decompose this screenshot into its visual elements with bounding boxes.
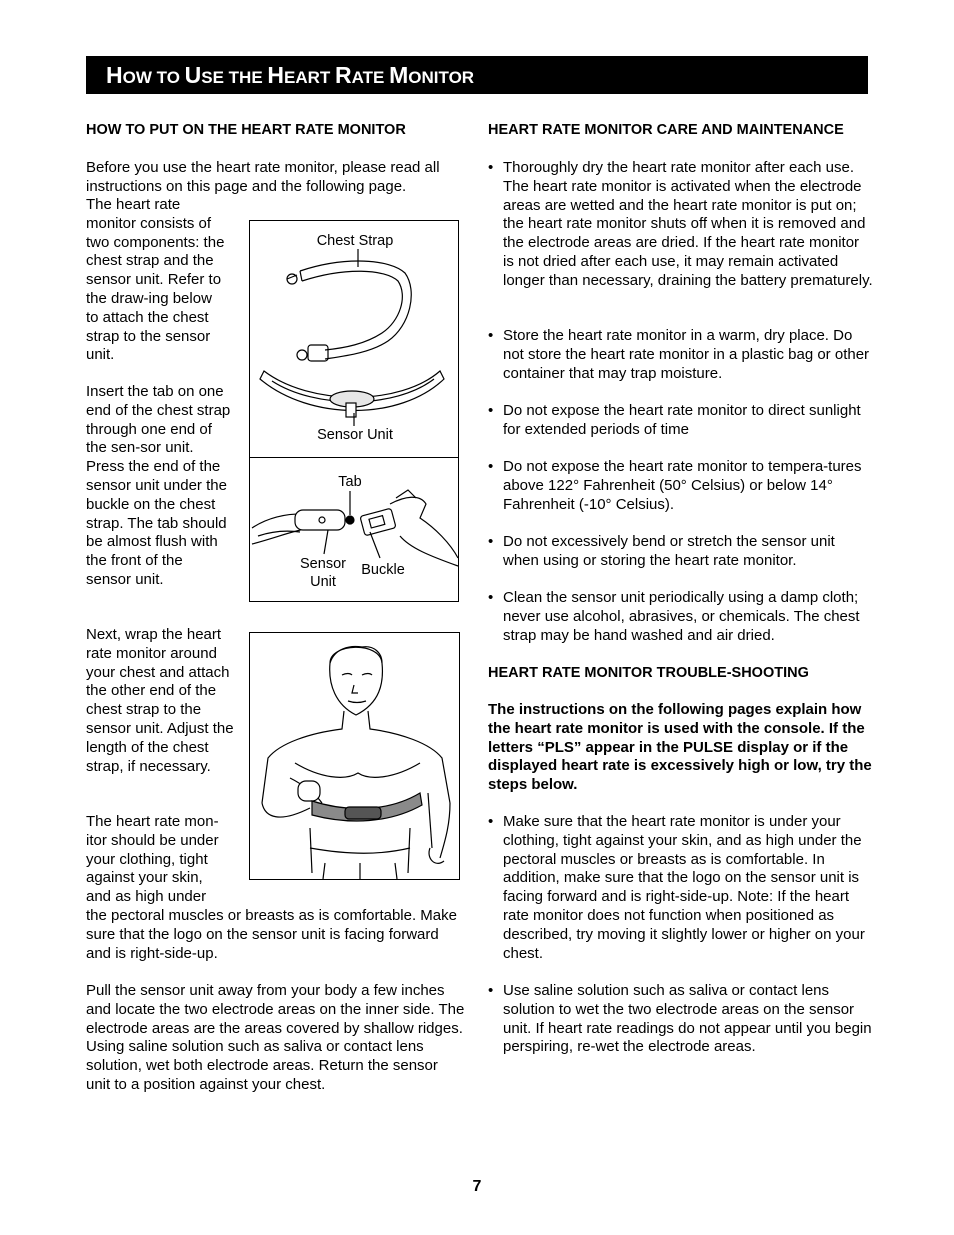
insert-tab-paragraph: Insert the tab on one end of the chest strap through one end of the sen-sor unit. Press the end of the sensor unit under the buckle on the chest strap. The tab should be almost flush with the front of the sensor unit.: [86, 383, 231, 588]
tab-label: Tab: [338, 474, 362, 490]
care-item: • Do not expose the heart rate monitor to direct sunlight for extended periods of time: [488, 402, 861, 438]
intro-paragraph: Before you use the heart rate monitor, please read all instructions on this page and the following page.: [86, 159, 440, 195]
trouble-item: • Make sure that the heart rate monitor is under your clothing, tight against your skin, and as high under the pectoral muscles or breasts as is comfortable. In addition, make sure that the logo on the sensor unit is facing forward and is right-side-up. Note: If the heart rate monitor does not function when positioned as described, try moving it slightly lower or higher on your chest.: [488, 813, 865, 962]
electrode-paragraph: Pull the sensor unit away from your body a few inches and locate the two electrode areas on the inner side. The electrode areas are the areas covered by shallow ridges. Using saline solution such as saliva or contact lens solution, wet both electrode areas. Return the sensor unit to a position against your chest.: [86, 982, 465, 1093]
section-heading-put-on: HOW TO PUT ON THE HEART RATE MONITOR: [86, 122, 406, 138]
position-paragraph-a: The heart rate mon-itor should be under your clothing, tight against your skin, and as high under: [86, 813, 219, 906]
care-item: • Store the heart rate monitor in a warm, dry place. Do not store the heart rate monitor in a plastic bag or other container that may trap moisture.: [488, 327, 870, 382]
sensor-label: Sensor: [300, 556, 346, 572]
wearing-figure: [249, 632, 460, 880]
troubleshooting-intro: The instructions on the following pages explain how the heart rate monitor is used with the console. If the letters “PLS” appear in the PULSE display or if the displayed heart rate is excessively high or low, try the steps below.: [488, 701, 872, 794]
page-number: 7: [472, 1178, 482, 1195]
care-item: • Clean the sensor unit periodically using a damp cloth; never use alcohol, abrasives, or chemicals. The chest strap may be hand washed and air dried.: [488, 589, 860, 644]
trouble-item: • Use saline solution such as saliva or contact lens solution to wet the two electrode areas on the sensor unit. If heart rate readings do not appear until you begin perspiring, re-wet the electrode areas.: [488, 982, 872, 1056]
section-heading-care: HEART RATE MONITOR CARE AND MAINTENANCE: [488, 122, 844, 138]
care-item: • Thoroughly dry the heart rate monitor after each use. The heart rate monitor is activated when the electrode areas are wetted and the heart rate monitor is put on; the heart rate monitor shuts off when it is removed and the electrode areas are dried. If the heart rate monitor is not dried after each use, it may remain activated longer than necessary, draining the battery prematurely.: [488, 159, 873, 289]
man-wearing-monitor-illustration: [250, 633, 461, 881]
tab-buckle-figure: [249, 457, 459, 602]
care-item: • Do not excessively bend or stretch the sensor unit when using or storing the heart rate monitor.: [488, 533, 835, 569]
page-title: HOW TO USE THE HEART RATE MONITOR: [86, 56, 868, 94]
position-paragraph-b: the pectoral muscles or breasts as is comfortable. Make sure that the logo on the sensor unit is facing forward and is right-side-up.: [86, 907, 457, 962]
buckle-label: Buckle: [361, 562, 405, 578]
wrap-paragraph: Next, wrap the heart rate monitor around your chest and attach the other end of the chest strap to the sensor unit. Adjust the length of the chest strap, if necessary.: [86, 626, 234, 775]
components-paragraph: The heart rate monitor consists of two components: the chest strap and the sensor unit. Refer to the draw-ing below to attach the chest strap to the sensor unit.: [86, 196, 225, 364]
unit-label: Unit: [310, 574, 336, 590]
chest-strap-figure: [249, 220, 459, 458]
section-heading-troubleshooting: HEART RATE MONITOR TROUBLE-SHOOTING: [488, 665, 809, 681]
chest-strap-illustration: [250, 221, 460, 459]
chest-strap-label: Chest Strap: [316, 233, 394, 249]
sensor-unit-label: Sensor Unit: [317, 427, 393, 443]
care-item: • Do not expose the heart rate monitor to tempera-tures above 122° Fahrenheit (50° Celsius) or below 14° Fahrenheit (-10° Celsius).: [488, 458, 862, 513]
